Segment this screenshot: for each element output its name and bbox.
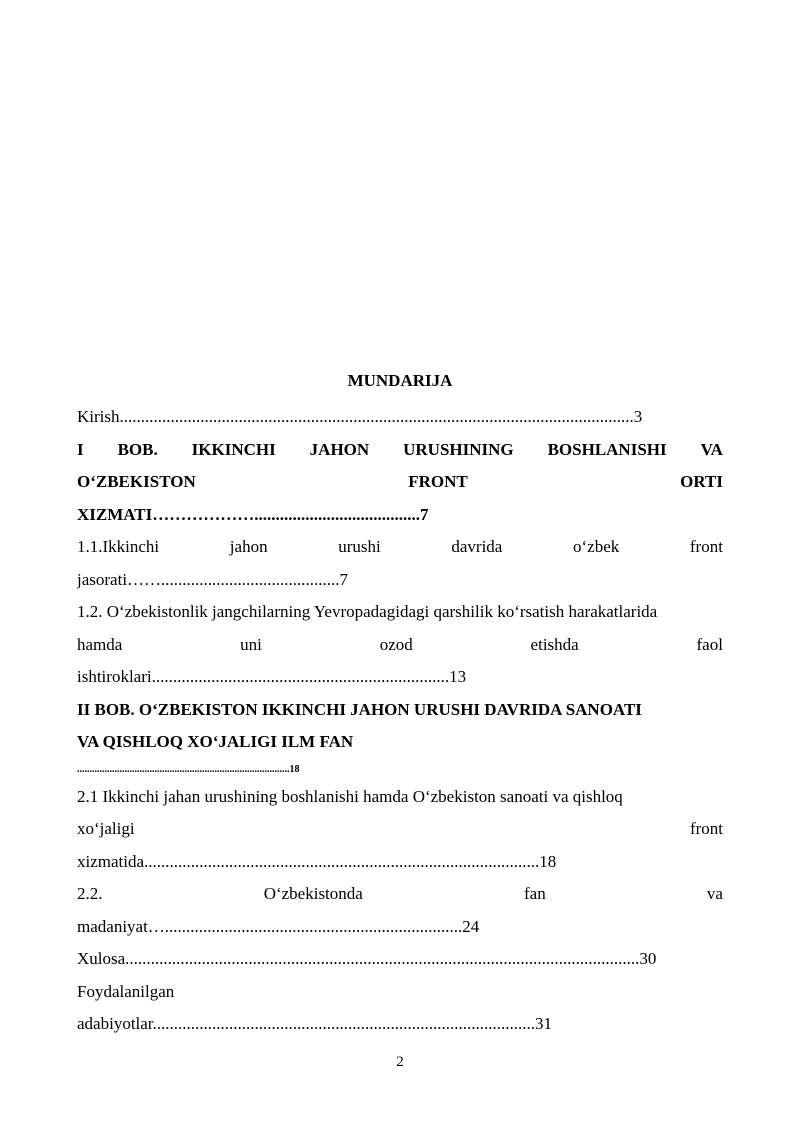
toc-entry-section-1-2-line-3: ishtiroklari......................................................................13	[77, 667, 467, 686]
toc-word: ozod	[379, 634, 413, 654]
toc-word: JAHON	[309, 439, 370, 459]
toc-word: o‘zbek	[572, 537, 620, 556]
table-of-contents	[77, 401, 723, 1041]
page-number: 2	[396, 1054, 404, 1070]
toc-word: O‘zbekistonda	[263, 884, 363, 903]
toc-word: BOSHLANISHI	[547, 439, 667, 459]
toc-entry-chapter-1-line-1	[77, 434, 723, 467]
toc-word: etishda	[530, 634, 579, 654]
toc-entry-section-2-1-line-1: 2.1 Ikkinchi jahan urushining boshlanishi hamda O‘zbekiston sanoati va qishloq	[77, 786, 623, 806]
toc-entry-chapter-2-line-1: II BOB. O‘ZBEKISTON IKKINCHI JAHON URUSHI DAVRIDA SANOATI	[77, 699, 642, 719]
toc-word: hamda	[77, 634, 123, 654]
toc-entry-chapter-2-line-2: VA QISHLOQ XO‘JALIGI ILM FAN	[77, 732, 354, 751]
toc-word: O‘ZBEKISTON	[77, 472, 196, 491]
toc-entry-references-line-1: Foydalanilgan	[77, 981, 175, 1001]
toc-entry-section-1-2-line-1: 1.2. O‘zbekistonlik jangchilarning Yevropadagidagi qarshilik ko‘rsatish harakatlarida	[77, 602, 658, 621]
toc-word: I	[77, 439, 84, 459]
toc-entry-chapter-1-line-2	[77, 466, 723, 499]
toc-entry-section-1-1-line-2: jasorati……..........................................7	[77, 569, 349, 589]
toc-entry-section-2-1-line-2	[77, 813, 723, 846]
toc-word: xo‘jaligi	[77, 819, 135, 838]
toc-word: ORTI	[680, 472, 723, 491]
toc-word: faol	[696, 634, 723, 654]
toc-word: uni	[240, 634, 262, 654]
toc-word: front	[689, 537, 723, 556]
toc-word: fan	[524, 884, 546, 903]
toc-entry-intro: Kirish.........................................................................................................................3	[77, 407, 643, 426]
toc-word: va	[706, 884, 723, 903]
toc-entry-references-line-2: adabiyotlar..........................................................................................31	[77, 1014, 553, 1033]
toc-entry-section-2-1-line-3: xizmatida.............................................................................................18	[77, 851, 557, 871]
toc-entry-conclusion: Xulosa.........................................................................................................................30	[77, 949, 657, 968]
toc-word: VA	[700, 439, 723, 459]
toc-entry-section-1-2-line-2	[77, 629, 723, 662]
toc-entry-chapter-2-line-3: .....................................................................................18	[77, 763, 300, 775]
toc-word: BOB.	[117, 439, 158, 459]
toc-entry-section-1-1-line-1	[77, 531, 723, 564]
toc-word: urushi	[338, 537, 381, 556]
toc-word: 1.1.Ikkinchi	[77, 537, 160, 556]
page-title: MUNDARIJA	[347, 371, 453, 390]
toc-word: FRONT	[408, 472, 468, 491]
toc-entry-chapter-1-line-3: XIZMATI……………….......................................7	[77, 504, 429, 524]
toc-word: URUSHINING	[403, 439, 514, 459]
toc-word: front	[689, 819, 723, 838]
toc-word: IKKINCHI	[191, 439, 276, 459]
toc-entry-section-2-2-line-1	[77, 878, 723, 911]
toc-word: 2.2.	[77, 884, 103, 903]
toc-word: jahon	[229, 537, 268, 556]
toc-word: davrida	[451, 537, 503, 556]
toc-entry-section-2-2-line-2: madaniyat…......................................................................24	[77, 916, 480, 936]
